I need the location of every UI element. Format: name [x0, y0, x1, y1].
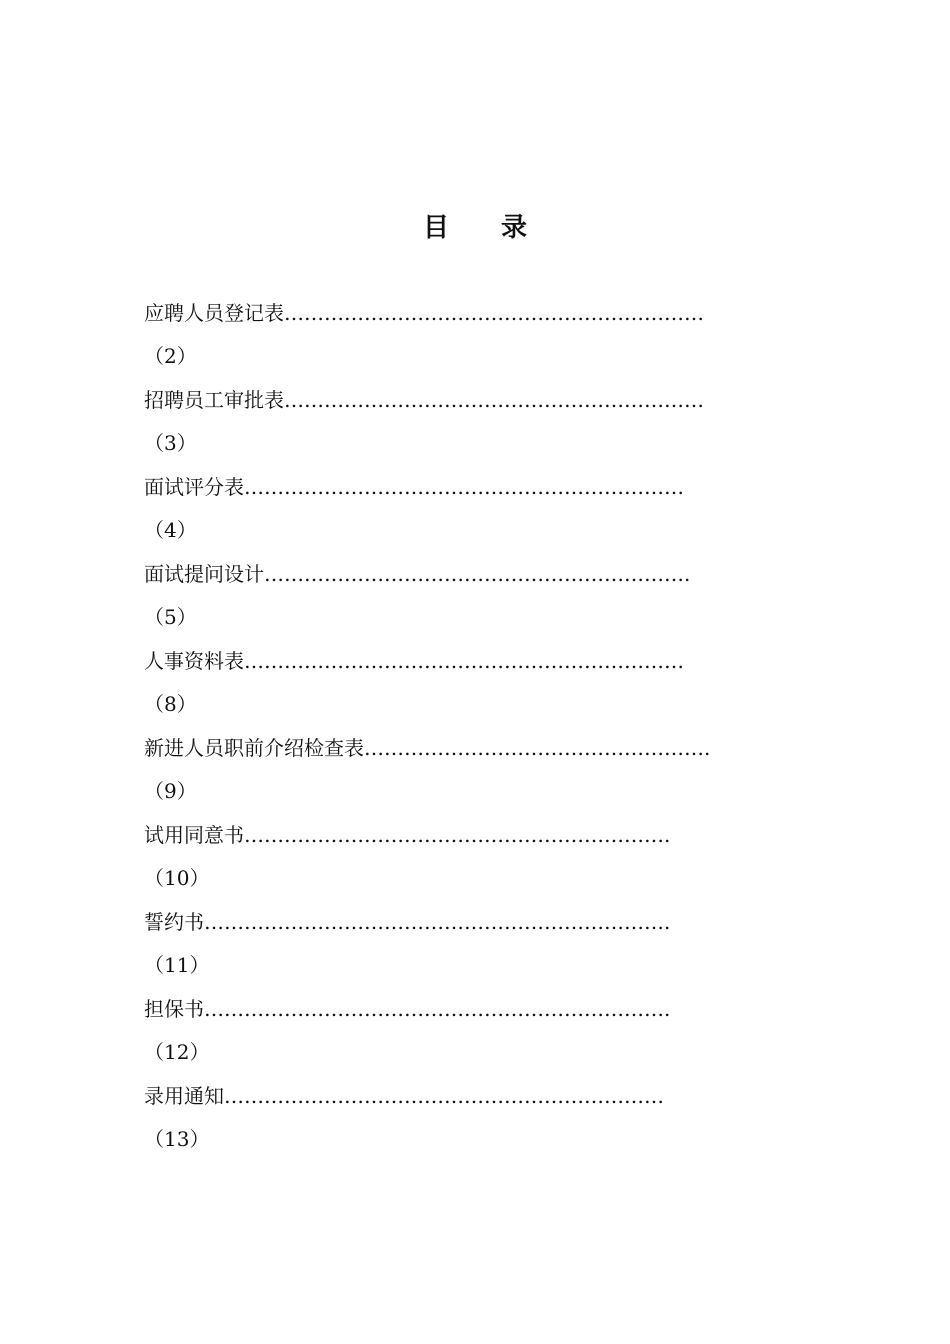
- toc-entry-label: 面试评分表: [144, 475, 244, 499]
- toc-entry-label: 试用同意书: [144, 823, 244, 847]
- toc-leader-dots: ………………………………………………………: [284, 301, 704, 325]
- toc-page-number: （10）: [144, 866, 210, 890]
- toc-entry-line: [144, 380, 784, 423]
- toc-entry-interview-scoring[interactable]: [144, 467, 784, 554]
- toc-page-number: （8）: [144, 692, 197, 716]
- toc-entry-label: 誓约书: [144, 910, 204, 934]
- toc-entry-label: 担保书: [144, 997, 204, 1021]
- toc-title-char-1: 目: [422, 213, 449, 243]
- toc-entry-label: 应聘人员登记表: [144, 301, 284, 325]
- toc-entry-label: 录用通知: [144, 1084, 224, 1108]
- toc-entry-label: 新进人员职前介绍检查表: [144, 736, 364, 760]
- toc-entry-line: [144, 1076, 784, 1119]
- toc-leader-dots: …………………………………………………………….: [204, 997, 671, 1021]
- toc-entry-line: [144, 467, 784, 510]
- toc-entry-label: 人事资料表: [144, 649, 244, 673]
- toc-entry-orientation-checklist[interactable]: [144, 728, 784, 815]
- toc-entry-offer-notice[interactable]: [144, 1076, 784, 1163]
- toc-page-number: （9）: [144, 779, 197, 803]
- toc-entry-interview-questions[interactable]: [144, 554, 784, 641]
- toc-leader-dots: ……………………………………………………….: [244, 823, 671, 847]
- toc-entry-line: [144, 293, 784, 336]
- toc-leader-dots: …………………………………………………………: [244, 649, 684, 673]
- toc-page-number: （5）: [144, 605, 197, 629]
- toc-entry-pledge[interactable]: [144, 902, 784, 989]
- toc-title-char-2: 录: [501, 213, 528, 243]
- toc-entry-probation-agreement[interactable]: [144, 815, 784, 902]
- toc-entry-label: 面试提问设计: [144, 562, 264, 586]
- toc-entry-line: [144, 641, 784, 684]
- toc-page-number: （12）: [144, 1040, 210, 1064]
- toc-list: [144, 293, 784, 1163]
- toc-leader-dots: …………………………………………….: [364, 736, 711, 760]
- toc-entry-label: 招聘员工审批表: [144, 388, 284, 412]
- toc-entry-applicant-registration[interactable]: [144, 293, 784, 380]
- toc-page-number: （4）: [144, 518, 197, 542]
- toc-entry-personnel-records[interactable]: [144, 641, 784, 728]
- toc-page-number: （3）: [144, 431, 197, 455]
- toc-entry-line: [144, 989, 784, 1032]
- toc-page-number: （11）: [144, 953, 210, 977]
- toc-page-number: （2）: [144, 344, 197, 368]
- toc-entry-guarantee[interactable]: [144, 989, 784, 1076]
- toc-title: [0, 206, 950, 250]
- toc-entry-line: [144, 902, 784, 945]
- toc-page-number: （13）: [144, 1127, 210, 1151]
- toc-leader-dots: …………………………………………………………….: [204, 910, 671, 934]
- toc-entry-recruitment-approval[interactable]: [144, 380, 784, 467]
- toc-leader-dots: …………………………………………………………: [224, 1084, 664, 1108]
- toc-entry-line: [144, 554, 784, 597]
- toc-leader-dots: ………………………………………………………: [284, 388, 704, 412]
- toc-entry-line: [144, 815, 784, 858]
- toc-entry-line: [144, 728, 784, 771]
- toc-leader-dots: ……………………………………………………….: [264, 562, 691, 586]
- toc-leader-dots: …………………………………………………………: [244, 475, 684, 499]
